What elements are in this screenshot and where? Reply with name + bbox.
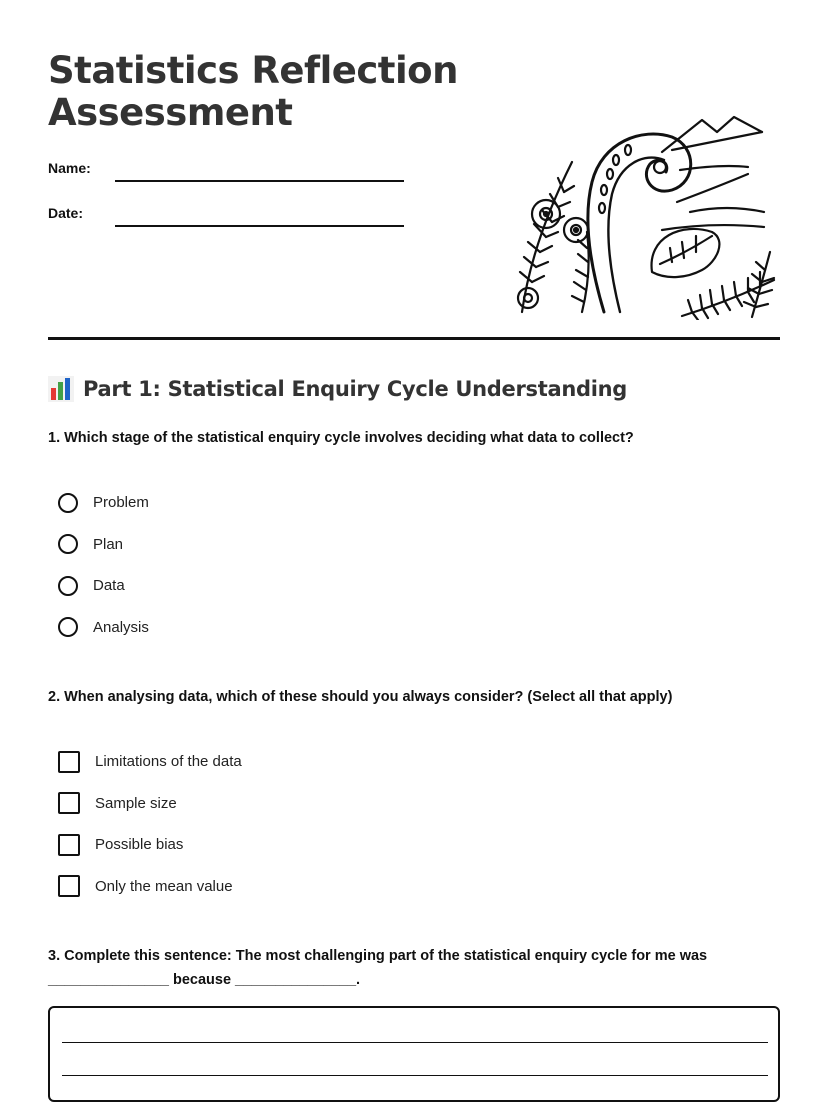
- question-3: 3. Complete this sentence: The most challenging part of the statistical enquiry cycle for me was _______________ because _______________.: [48, 948, 708, 988]
- date-field: [48, 205, 408, 229]
- date-input-line[interactable]: [115, 225, 404, 227]
- answer-line[interactable]: [62, 1042, 768, 1043]
- header-divider: [48, 337, 780, 340]
- radio-button[interactable]: [58, 493, 78, 513]
- date-label: Date:: [48, 205, 84, 221]
- q1-option-data[interactable]: [58, 565, 149, 607]
- answer-line[interactable]: [62, 1075, 768, 1076]
- part1-heading: [48, 374, 627, 404]
- q2-option-limitations[interactable]: [58, 741, 242, 783]
- koru-fern-illustration: [512, 112, 780, 320]
- option-label: Only the mean value: [95, 877, 233, 895]
- radio-button[interactable]: [58, 617, 78, 637]
- option-label: Sample size: [95, 794, 177, 812]
- q1-option-problem[interactable]: [58, 482, 149, 524]
- question-2: 2. When analysing data, which of these should you always consider? (Select all that apply): [48, 689, 673, 705]
- question-1: 1. Which stage of the statistical enquiry cycle involves deciding what data to collect?: [48, 430, 634, 446]
- q2-option-mean[interactable]: [58, 866, 242, 908]
- name-label: Name:: [48, 160, 91, 176]
- checkbox[interactable]: [58, 875, 80, 897]
- radio-button[interactable]: [58, 576, 78, 596]
- name-input-line[interactable]: [115, 180, 404, 182]
- part1-title: Part 1: Statistical Enquiry Cycle Understanding: [83, 377, 628, 401]
- option-label: Analysis: [93, 618, 149, 636]
- bar-chart-icon: [48, 376, 74, 402]
- q2-option-sample-size[interactable]: [58, 783, 242, 825]
- checkbox[interactable]: [58, 792, 80, 814]
- option-label: Plan: [93, 535, 124, 553]
- option-label: Limitations of the data: [95, 753, 242, 771]
- q3-answer-box[interactable]: [48, 1006, 780, 1102]
- option-label: Problem: [93, 494, 149, 512]
- option-label: Possible bias: [95, 836, 184, 854]
- page-title: Statistics Reflection Assessment: [48, 49, 458, 134]
- radio-button[interactable]: [58, 534, 78, 554]
- name-field: [48, 160, 408, 184]
- q2-option-bias[interactable]: [58, 824, 242, 866]
- checkbox[interactable]: [58, 834, 80, 856]
- q1-option-plan[interactable]: [58, 524, 149, 566]
- question-1-options: [58, 482, 149, 648]
- question-2-options: [58, 741, 242, 907]
- q1-option-analysis[interactable]: [58, 607, 149, 649]
- checkbox[interactable]: [58, 751, 80, 773]
- option-label: Data: [93, 577, 125, 595]
